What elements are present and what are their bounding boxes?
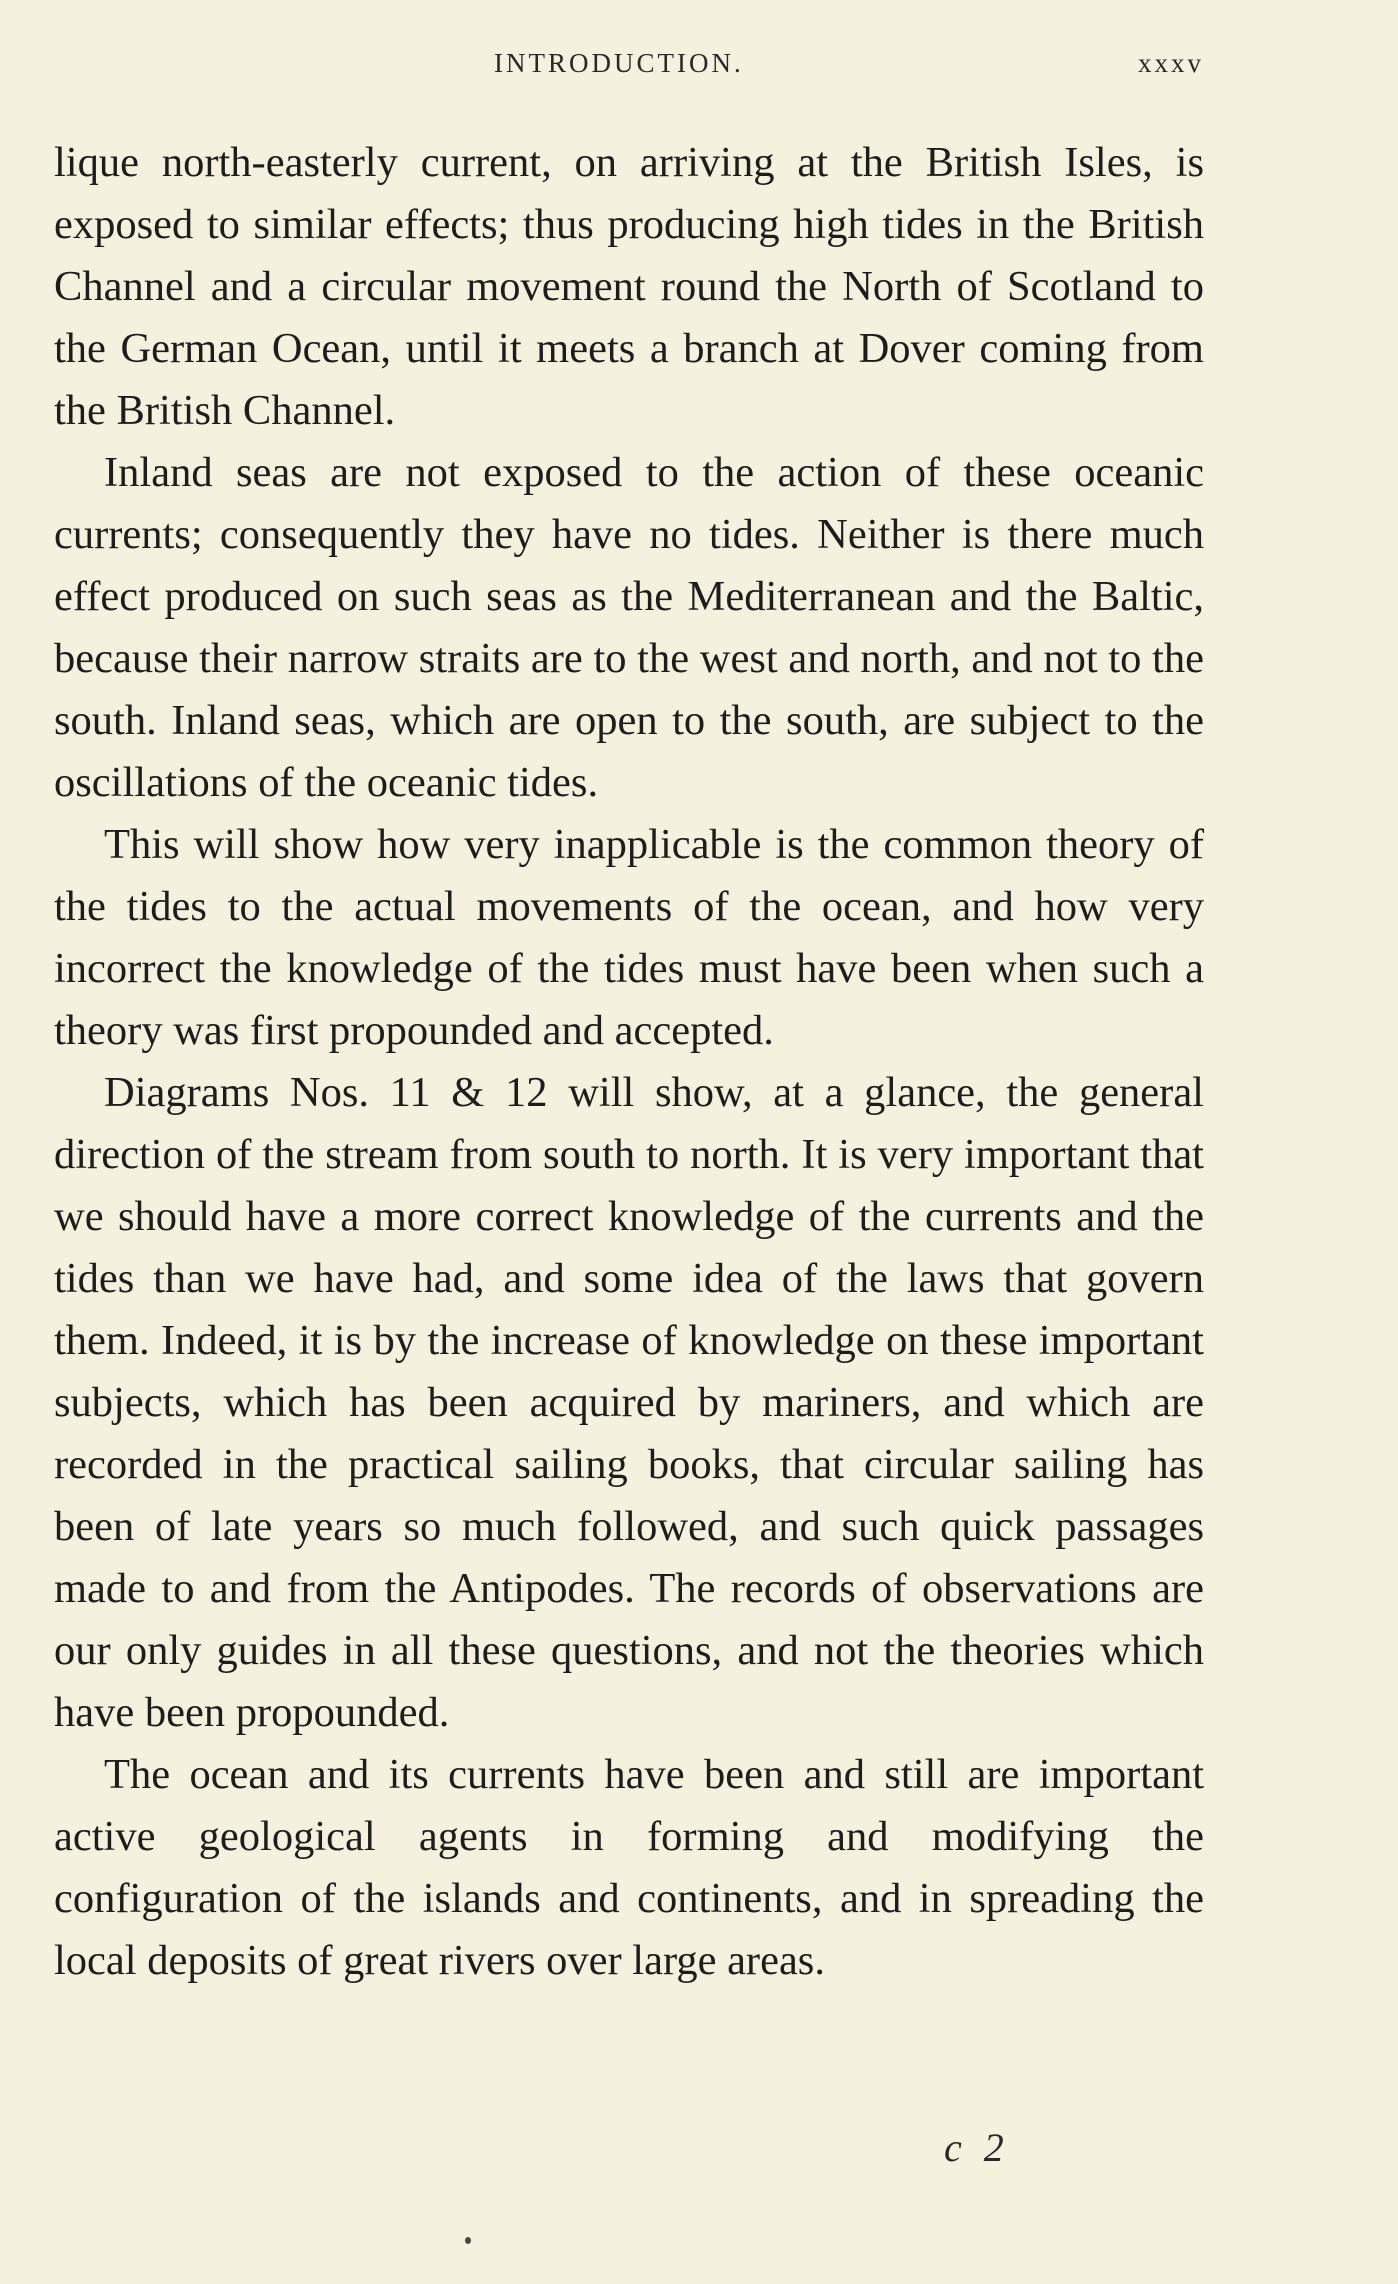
paragraph-tide-theory: This will show how very inapplicable is the common theory of the tides to the actual movements of the ocean, and how very incorrect the knowledge of the tides must have been when such a theory was first propounded and accepted. xyxy=(54,821,1204,1054)
ink-speck xyxy=(465,2237,471,2244)
running-head: INTRODUCTION. xyxy=(494,48,744,78)
signature-mark: c 2 xyxy=(944,2125,1010,2170)
paragraph-continuation: lique north-easterly current, on arriving at the British Isles, is exposed to similar effects; thus producing high tides in the British Channel and a circular movement round the North of Scotland to the German Ocean, until it meets a branch at Dover coming from the British Channel. xyxy=(54,139,1204,434)
paragraph-diagrams: Diagrams Nos. 11 & 12 will show, at a glance, the general direction of the stream from south to north. It is very important that we should have a more correct knowledge of the currents and the tides than we have had, and some idea of the laws that govern them. Indeed, it is by the increase of knowledge on these important subjects, which has been acquired by mariners, and which are recorded in the practical sailing books, that circular sailing has been of late years so much followed, and such quick passages made to and from the Antipodes. The records of observations are our only guides in all these questions, and not the theories which have been propounded. xyxy=(54,1069,1204,1736)
body-text xyxy=(54,132,1204,1992)
page-number: xxxv xyxy=(1138,48,1204,78)
paragraph-geological-agents: The ocean and its currents have been and still are important active geological agents in forming and modifying the configuration of the islands and continents, and in spreading the local deposits of great rivers over large areas. xyxy=(54,1751,1204,1984)
page-header xyxy=(54,48,1204,88)
paragraph-inland-seas: Inland seas are not exposed to the action of these oceanic currents; consequently they have no tides. Neither is there much effect produced on such seas as the Mediterranean and the Baltic, because their narrow straits are to the west and north, and not to the south. Inland seas, which are open to the south, are subject to the oscillations of the oceanic tides. xyxy=(54,449,1204,806)
